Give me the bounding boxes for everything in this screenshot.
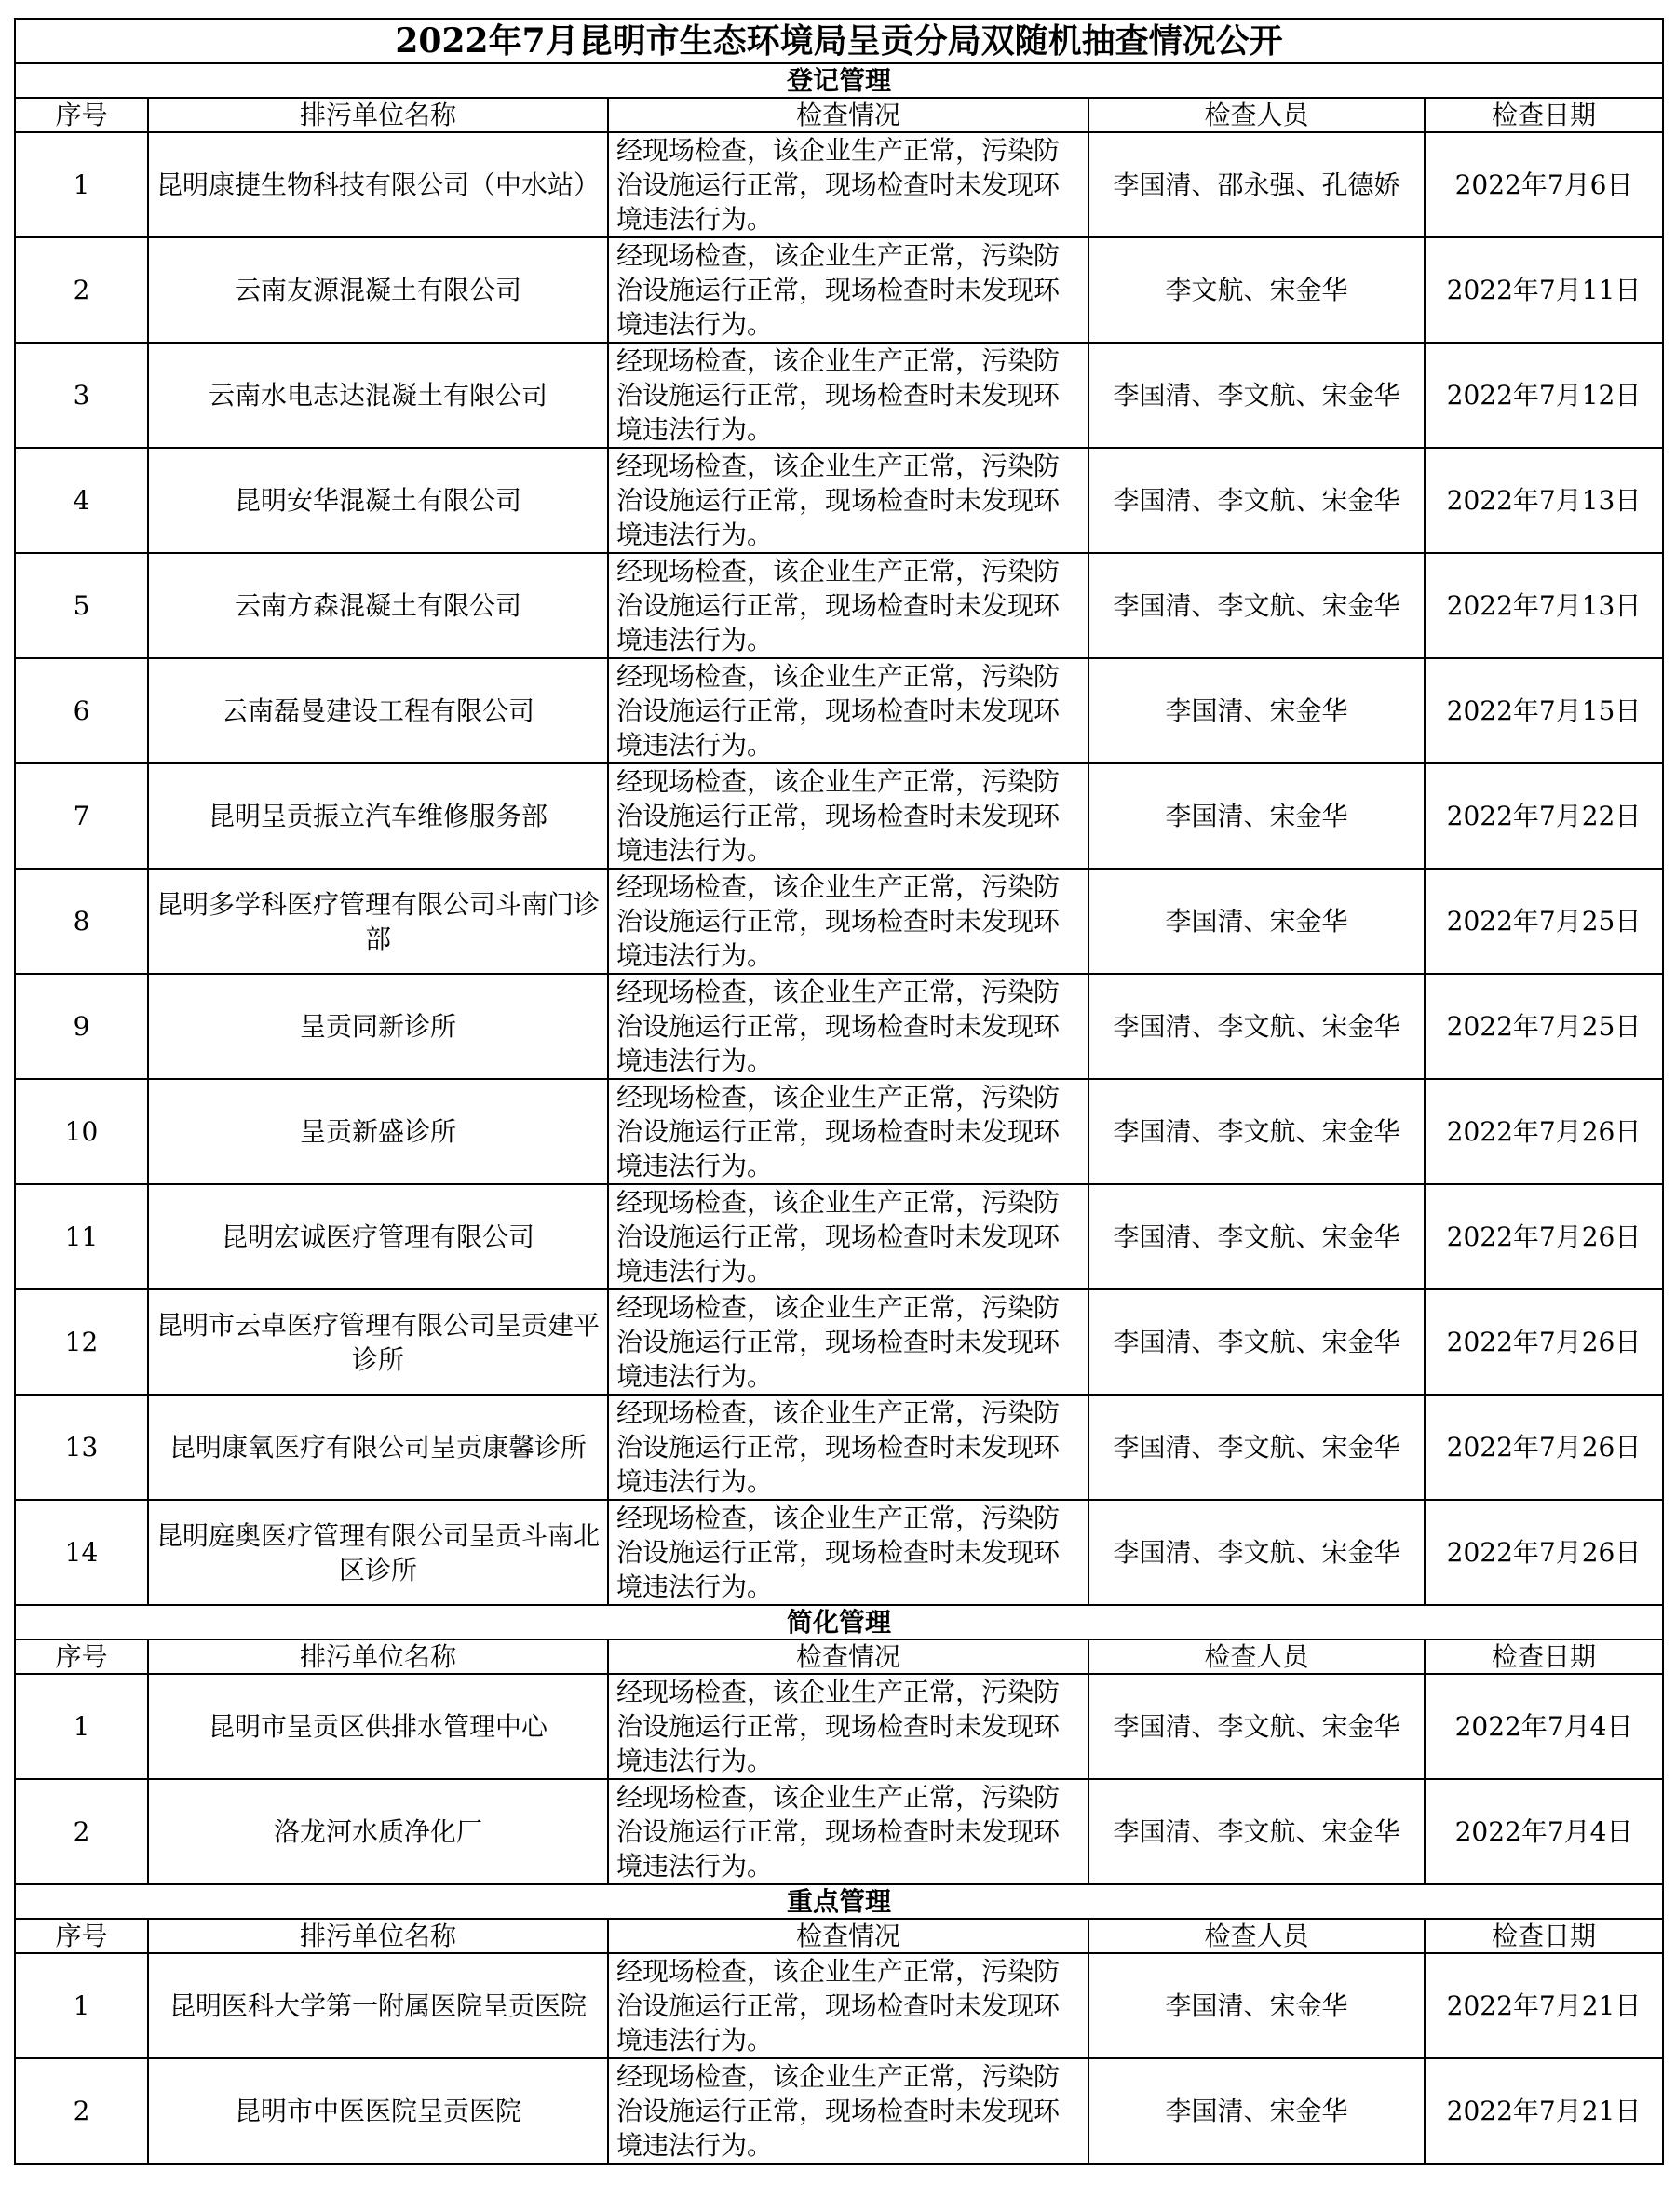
unit-name: 昆明康氧医疗有限公司呈贡康馨诊所 — [148, 1395, 608, 1500]
table-row — [15, 869, 1663, 974]
unit-name: 昆明呈贡振立汽车维修服务部 — [148, 763, 608, 869]
row-number: 3 — [15, 343, 148, 448]
header-inspectors: 检查人员 — [1088, 1919, 1425, 1953]
inspection-date: 2022年7月25日 — [1425, 869, 1663, 974]
row-number: 1 — [15, 1674, 148, 1779]
inspection-date: 2022年7月21日 — [1425, 1953, 1663, 2058]
inspectors: 李国清、李文航、宋金华 — [1088, 1289, 1425, 1395]
row-number: 2 — [15, 2058, 148, 2164]
inspection-date: 2022年7月22日 — [1425, 763, 1663, 869]
unit-name: 昆明市呈贡区供排水管理中心 — [148, 1674, 608, 1779]
unit-name: 昆明庭奥医疗管理有限公司呈贡斗南北区诊所 — [148, 1500, 608, 1605]
header-unit-name: 排污单位名称 — [148, 98, 608, 132]
inspection-date: 2022年7月4日 — [1425, 1674, 1663, 1779]
table-row — [15, 763, 1663, 869]
column-header-row — [15, 98, 1663, 132]
table-row — [15, 237, 1663, 343]
table-row — [15, 448, 1663, 553]
table-row — [15, 343, 1663, 448]
row-number: 1 — [15, 132, 148, 237]
inspectors: 李国清、李文航、宋金华 — [1088, 974, 1425, 1079]
table-row — [15, 1395, 1663, 1500]
inspectors: 李国清、宋金华 — [1088, 763, 1425, 869]
header-inspection-result: 检查情况 — [608, 1639, 1088, 1674]
inspectors: 李国清、李文航、宋金华 — [1088, 1184, 1425, 1289]
inspectors: 李国清、李文航、宋金华 — [1088, 1674, 1425, 1779]
inspection-result: 经现场检查，该企业生产正常，污染防治设施运行正常，现场检查时未发现环境违法行为。 — [608, 1674, 1088, 1779]
section-title: 登记管理 — [15, 63, 1663, 98]
unit-name: 云南友源混凝土有限公司 — [148, 237, 608, 343]
unit-name: 呈贡同新诊所 — [148, 974, 608, 1079]
header-inspection-date: 检查日期 — [1425, 1919, 1663, 1953]
inspection-result: 经现场检查，该企业生产正常，污染防治设施运行正常，现场检查时未发现环境违法行为。 — [608, 869, 1088, 974]
inspection-date: 2022年7月12日 — [1425, 343, 1663, 448]
unit-name: 云南磊曼建设工程有限公司 — [148, 658, 608, 763]
table-row — [15, 553, 1663, 658]
row-number: 5 — [15, 553, 148, 658]
inspection-result: 经现场检查，该企业生产正常，污染防治设施运行正常，现场检查时未发现环境违法行为。 — [608, 1289, 1088, 1395]
inspection-result: 经现场检查，该企业生产正常，污染防治设施运行正常，现场检查时未发现环境违法行为。 — [608, 553, 1088, 658]
row-number: 13 — [15, 1395, 148, 1500]
inspection-result: 经现场检查，该企业生产正常，污染防治设施运行正常，现场检查时未发现环境违法行为。 — [608, 658, 1088, 763]
inspection-date: 2022年7月25日 — [1425, 974, 1663, 1079]
unit-name: 呈贡新盛诊所 — [148, 1079, 608, 1184]
row-number: 9 — [15, 974, 148, 1079]
inspection-result: 经现场检查，该企业生产正常，污染防治设施运行正常，现场检查时未发现环境违法行为。 — [608, 343, 1088, 448]
inspection-result: 经现场检查，该企业生产正常，污染防治设施运行正常，现场检查时未发现环境违法行为。 — [608, 1953, 1088, 2058]
inspectors: 李国清、宋金华 — [1088, 2058, 1425, 2164]
inspection-result: 经现场检查，该企业生产正常，污染防治设施运行正常，现场检查时未发现环境违法行为。 — [608, 1779, 1088, 1884]
inspection-result: 经现场检查，该企业生产正常，污染防治设施运行正常，现场检查时未发现环境违法行为。 — [608, 1395, 1088, 1500]
header-inspectors: 检查人员 — [1088, 98, 1425, 132]
page-title: 2022年7月昆明市生态环境局呈贡分局双随机抽查情况公开 — [15, 19, 1663, 63]
row-number: 2 — [15, 237, 148, 343]
column-header-row — [15, 1919, 1663, 1953]
unit-name: 昆明安华混凝土有限公司 — [148, 448, 608, 553]
inspectors: 李国清、邵永强、孔德娇 — [1088, 132, 1425, 237]
inspectors: 李国清、李文航、宋金华 — [1088, 1779, 1425, 1884]
unit-name: 云南方森混凝土有限公司 — [148, 553, 608, 658]
row-number: 12 — [15, 1289, 148, 1395]
inspection-date: 2022年7月26日 — [1425, 1079, 1663, 1184]
header-number: 序号 — [15, 98, 148, 132]
inspection-date: 2022年7月13日 — [1425, 448, 1663, 553]
header-inspectors: 检查人员 — [1088, 1639, 1425, 1674]
inspection-date: 2022年7月15日 — [1425, 658, 1663, 763]
inspection-result: 经现场检查，该企业生产正常，污染防治设施运行正常，现场检查时未发现环境违法行为。 — [608, 974, 1088, 1079]
header-unit-name: 排污单位名称 — [148, 1639, 608, 1674]
inspection-date: 2022年7月26日 — [1425, 1289, 1663, 1395]
unit-name: 昆明市中医医院呈贡医院 — [148, 2058, 608, 2164]
inspection-date: 2022年7月4日 — [1425, 1779, 1663, 1884]
row-number: 14 — [15, 1500, 148, 1605]
inspection-result: 经现场检查，该企业生产正常，污染防治设施运行正常，现场检查时未发现环境违法行为。 — [608, 1079, 1088, 1184]
section-title: 重点管理 — [15, 1884, 1663, 1919]
row-number: 4 — [15, 448, 148, 553]
unit-name: 昆明多学科医疗管理有限公司斗南门诊部 — [148, 869, 608, 974]
inspectors: 李国清、李文航、宋金华 — [1088, 1500, 1425, 1605]
inspectors: 李国清、宋金华 — [1088, 869, 1425, 974]
row-number: 1 — [15, 1953, 148, 2058]
inspection-date: 2022年7月26日 — [1425, 1395, 1663, 1500]
inspectors: 李国清、李文航、宋金华 — [1088, 448, 1425, 553]
table-row — [15, 1184, 1663, 1289]
row-number: 8 — [15, 869, 148, 974]
column-header-row — [15, 1639, 1663, 1674]
table-row — [15, 658, 1663, 763]
header-number: 序号 — [15, 1919, 148, 1953]
unit-name: 昆明宏诚医疗管理有限公司 — [148, 1184, 608, 1289]
inspectors: 李文航、宋金华 — [1088, 237, 1425, 343]
inspection-date: 2022年7月13日 — [1425, 553, 1663, 658]
inspection-table — [14, 18, 1664, 2165]
inspection-result: 经现场检查，该企业生产正常，污染防治设施运行正常，现场检查时未发现环境违法行为。 — [608, 132, 1088, 237]
table-row — [15, 1779, 1663, 1884]
inspectors: 李国清、宋金华 — [1088, 658, 1425, 763]
table-row — [15, 1289, 1663, 1395]
header-inspection-result: 检查情况 — [608, 98, 1088, 132]
inspectors: 李国清、李文航、宋金华 — [1088, 1079, 1425, 1184]
inspection-result: 经现场检查，该企业生产正常，污染防治设施运行正常，现场检查时未发现环境违法行为。 — [608, 2058, 1088, 2164]
header-unit-name: 排污单位名称 — [148, 1919, 608, 1953]
table-row — [15, 1953, 1663, 2058]
inspection-result: 经现场检查，该企业生产正常，污染防治设施运行正常，现场检查时未发现环境违法行为。 — [608, 1500, 1088, 1605]
row-number: 10 — [15, 1079, 148, 1184]
section-title: 简化管理 — [15, 1605, 1663, 1639]
row-number: 6 — [15, 658, 148, 763]
table-row — [15, 1674, 1663, 1779]
header-inspection-date: 检查日期 — [1425, 1639, 1663, 1674]
inspection-result: 经现场检查，该企业生产正常，污染防治设施运行正常，现场检查时未发现环境违法行为。 — [608, 448, 1088, 553]
inspection-date: 2022年7月6日 — [1425, 132, 1663, 237]
row-number: 7 — [15, 763, 148, 869]
inspectors: 李国清、李文航、宋金华 — [1088, 343, 1425, 448]
unit-name: 云南水电志达混凝土有限公司 — [148, 343, 608, 448]
table-row — [15, 1079, 1663, 1184]
unit-name: 昆明康捷生物科技有限公司（中水站） — [148, 132, 608, 237]
table-row — [15, 2058, 1663, 2164]
inspection-date: 2022年7月11日 — [1425, 237, 1663, 343]
header-inspection-result: 检查情况 — [608, 1919, 1088, 1953]
unit-name: 昆明市云卓医疗管理有限公司呈贡建平诊所 — [148, 1289, 608, 1395]
inspection-sheet — [14, 18, 1662, 2165]
inspection-result: 经现场检查，该企业生产正常，污染防治设施运行正常，现场检查时未发现环境违法行为。 — [608, 1184, 1088, 1289]
row-number: 2 — [15, 1779, 148, 1884]
unit-name: 昆明医科大学第一附属医院呈贡医院 — [148, 1953, 608, 2058]
inspectors: 李国清、李文航、宋金华 — [1088, 553, 1425, 658]
table-row — [15, 132, 1663, 237]
unit-name: 洛龙河水质净化厂 — [148, 1779, 608, 1884]
table-row — [15, 1500, 1663, 1605]
header-inspection-date: 检查日期 — [1425, 98, 1663, 132]
row-number: 11 — [15, 1184, 148, 1289]
inspectors: 李国清、宋金华 — [1088, 1953, 1425, 2058]
inspection-date: 2022年7月26日 — [1425, 1500, 1663, 1605]
inspection-date: 2022年7月21日 — [1425, 2058, 1663, 2164]
inspection-date: 2022年7月26日 — [1425, 1184, 1663, 1289]
inspection-result: 经现场检查，该企业生产正常，污染防治设施运行正常，现场检查时未发现环境违法行为。 — [608, 763, 1088, 869]
inspection-result: 经现场检查，该企业生产正常，污染防治设施运行正常，现场检查时未发现环境违法行为。 — [608, 237, 1088, 343]
header-number: 序号 — [15, 1639, 148, 1674]
inspectors: 李国清、李文航、宋金华 — [1088, 1395, 1425, 1500]
table-row — [15, 974, 1663, 1079]
